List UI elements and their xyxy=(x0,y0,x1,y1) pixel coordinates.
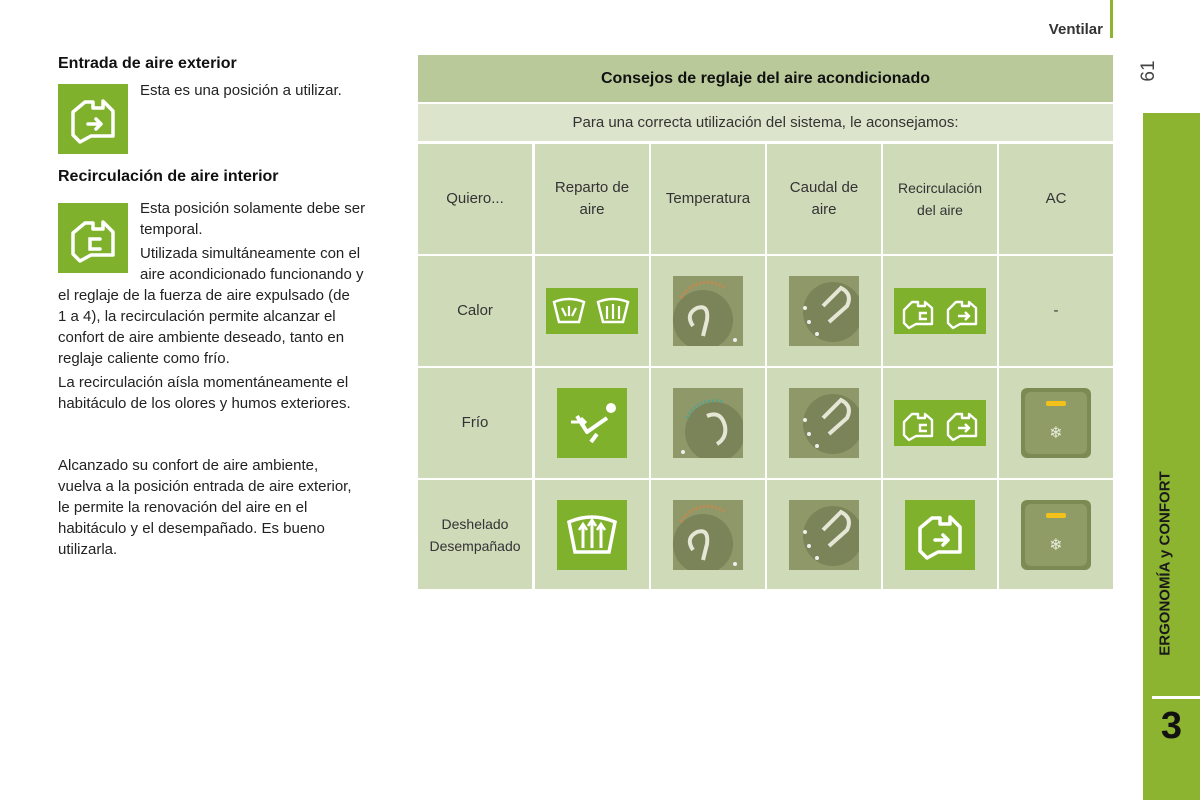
ac-settings-table xyxy=(418,55,1113,589)
col-header-distribution xyxy=(535,144,649,254)
recirc-line-3: Utilizada simultáneamente con el xyxy=(140,245,361,262)
defrost-flow-cell xyxy=(767,480,881,589)
comfort-line-3: le permite la renovación del aire en el xyxy=(58,499,308,516)
section-title: Ventilar xyxy=(1048,21,1103,38)
heat-ac-cell xyxy=(999,256,1113,366)
recirculation-both-icon xyxy=(894,288,986,334)
cold-recirculation-cell xyxy=(883,368,997,478)
exterior-air-icon xyxy=(58,84,128,154)
fan-speed-knob-icon xyxy=(789,276,859,346)
header-rule xyxy=(1110,0,1113,38)
exterior-air-title: Entrada de aire exterior xyxy=(58,55,237,72)
fan-speed-knob-icon xyxy=(789,388,859,458)
cold-ac-cell xyxy=(999,368,1113,478)
recirc-line-7: confort de aire ambiente deseado, tanto en xyxy=(58,329,345,346)
col-header-temperature xyxy=(651,144,765,254)
col-header-flow-text xyxy=(790,177,858,221)
cold-flow-cell xyxy=(767,368,881,478)
recirculation-line-2: del aire xyxy=(917,202,963,218)
temperature-knob-hot-icon xyxy=(673,500,743,570)
heat-distribution-cell xyxy=(535,256,649,366)
distribution-line-1: Reparto de xyxy=(554,179,630,196)
recirc-line-4: aire acondicionado funcionando y xyxy=(140,266,364,283)
defrost-distribution-cell xyxy=(535,480,649,589)
defrost-line-2: Desempañado xyxy=(429,537,521,554)
comfort-line-1: Alcanzado su confort de aire ambiente, xyxy=(58,457,319,474)
exterior-air-text: Esta es una posición a utilizar. xyxy=(140,82,342,99)
recirculation-line-1: Recirculación xyxy=(897,180,983,196)
chapter-label: ERGONOMÍA y CONFORT xyxy=(1156,471,1174,656)
recirculation-title: Recirculación de aire interior xyxy=(58,168,279,185)
flow-line-2: aire xyxy=(811,201,837,218)
table-title: Consejos de reglaje del aire acondicionado xyxy=(418,55,1113,102)
comfort-line-4: habitáculo y el desempañado. Es bueno xyxy=(58,520,325,537)
heat-ac-value: - xyxy=(1053,302,1059,319)
defrost-temperature-cell xyxy=(651,480,765,589)
row-label-heat-text: Calor xyxy=(457,302,493,319)
col-header-recirculation xyxy=(883,144,997,254)
exterior-air-icon xyxy=(905,500,975,570)
recirculation-icon xyxy=(58,203,128,273)
defrost-line-1: Deshelado xyxy=(441,515,509,532)
col-header-distribution-text xyxy=(555,177,629,221)
chapter-number: 3 xyxy=(1160,705,1183,747)
windscreen-defrost-icon xyxy=(557,500,627,570)
comfort-line-2: vuelva a la posición entrada de aire exterior, xyxy=(58,478,352,495)
heat-flow-cell xyxy=(767,256,881,366)
comfort-line-5: utilizarla. xyxy=(58,541,118,558)
recirc-line-1: Esta posición solamente debe ser xyxy=(140,200,366,217)
col-header-want-text: Quiero... xyxy=(446,190,504,207)
fan-speed-knob-icon xyxy=(789,500,859,570)
row-label-defrost-text xyxy=(429,513,520,557)
temperature-knob-hot-icon xyxy=(673,276,743,346)
recirc-line-5: el reglaje de la fuerza de aire expulsado (de xyxy=(58,287,350,304)
cold-temperature-cell xyxy=(651,368,765,478)
recirculation-both-icon xyxy=(894,400,986,446)
recirc-line-6: 1 a 4), la recirculación permite alcanzar el xyxy=(58,308,336,325)
col-header-recirculation-text xyxy=(898,177,982,221)
col-header-temperature-text: Temperatura xyxy=(665,190,751,207)
col-header-flow xyxy=(767,144,881,254)
ac-button-icon xyxy=(1021,388,1091,458)
defrost-recirculation-cell xyxy=(883,480,997,589)
cold-distribution-cell xyxy=(535,368,649,478)
flow-line-1: Caudal de xyxy=(789,179,859,196)
recirc-line-8: reglaje caliente como frío. xyxy=(58,350,230,367)
col-header-ac xyxy=(999,144,1113,254)
svg-text:❄: ❄ xyxy=(1049,423,1063,442)
col-header-ac-text: AC xyxy=(1045,190,1067,207)
row-label-defrost xyxy=(418,480,532,589)
row-label-heat xyxy=(418,256,532,366)
row-label-cold xyxy=(418,368,532,478)
heat-recirculation-cell xyxy=(883,256,997,366)
windscreen-feet-icon xyxy=(546,288,638,334)
temperature-knob-cold-icon xyxy=(673,388,743,458)
table-subtitle: Para una correcta utilización del sistema, le aconsejamos: xyxy=(418,104,1113,141)
recirc-line-9: La recirculación aísla momentáneamente el xyxy=(58,374,349,391)
ac-button-icon xyxy=(1021,500,1091,570)
col-header-want xyxy=(418,144,532,254)
side-tab-divider xyxy=(1152,696,1200,699)
distribution-line-2: aire xyxy=(579,201,605,218)
face-vent-icon xyxy=(557,388,627,458)
recirc-line-10: habitáculo de los olores y humos exteriores. xyxy=(58,395,351,412)
svg-text:❄: ❄ xyxy=(1049,534,1063,554)
defrost-ac-cell xyxy=(999,480,1113,589)
row-label-cold-text: Frío xyxy=(461,414,489,431)
heat-temperature-cell xyxy=(651,256,765,366)
page-number: 61 xyxy=(1138,60,1159,82)
recirc-line-2: temporal. xyxy=(140,221,203,238)
